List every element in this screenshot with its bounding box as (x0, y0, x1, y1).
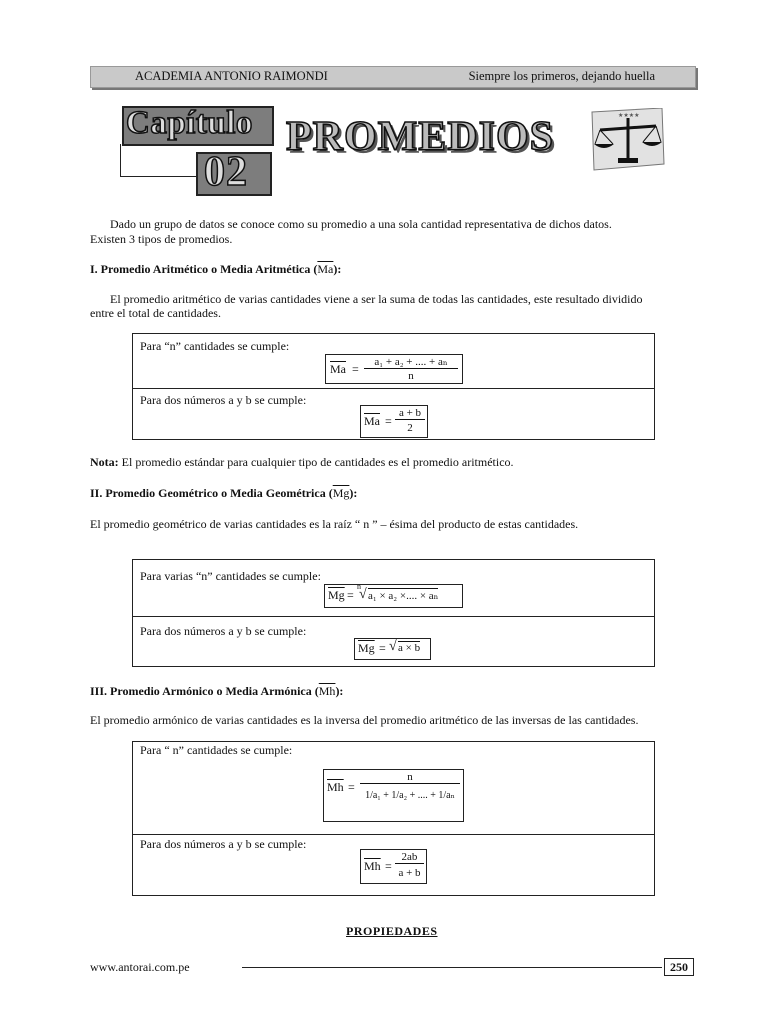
svg-text:★★★★: ★★★★ (618, 112, 640, 119)
footer-rule (242, 967, 662, 968)
balance-scale-icon (586, 108, 666, 172)
header-bar (90, 66, 696, 88)
note: Nota: El promedio estándar para cualquier tipo de cantidades es el promedio aritmético. (90, 455, 514, 469)
section-1-heading: I. Promedio Aritmético o Media Aritmética $(\overline{Ma})$: (90, 262, 342, 276)
formula-box-geometric (132, 559, 655, 667)
formula-harmonic-n: $\overline{Mh}$ = n 1/a₁ + 1/a₂ + .... + 1/aₙ (323, 769, 464, 822)
footer-site: www.antorai.com.pe (90, 960, 190, 974)
mg-symbol: $\overline{Mg}$ (332, 486, 350, 500)
box-label-n: Para varias “n” cantidades se cumple: (140, 569, 321, 583)
box-label-two: Para dos números a y b se cumple: (140, 837, 307, 851)
formula-box-harmonic (132, 741, 655, 896)
formula-arithmetic-two: $\overline{Ma}$ = a + b 2 (360, 405, 428, 438)
section-3-text-1: El promedio armónico de varias cantidades es la inversa del promedio aritmético de las inversas de las cantidades. (90, 713, 639, 727)
ma-symbol: $\overline{Ma}$ (317, 262, 334, 276)
chapter-title: PROMEDIOS (286, 114, 555, 160)
section-2-text-1: El promedio geométrico de varias cantidades es la raíz “ n ” – ésima del producto de estas cantidades. (90, 517, 579, 531)
mh-symbol: $\overline{Mh}$ (318, 684, 336, 698)
box-label-two: Para dos números a y b se cumple: (140, 624, 307, 638)
formula-harmonic-two: $\overline{Mh}$ = 2ab a + b (360, 849, 427, 884)
header-slogan: Siempre los primeros, dejando huella (468, 69, 655, 83)
propiedades-heading: PROPIEDADES (346, 924, 438, 938)
chapter-block (118, 104, 280, 196)
formula-arithmetic-n: $\overline{Ma}$ = a₁ + a₂ + .... + aₙ n (325, 354, 463, 384)
formula-box-arithmetic (132, 333, 655, 440)
box-label-n: Para “n” cantidades se cumple: (140, 339, 290, 353)
box-label-two: Para dos números a y b se cumple: (140, 393, 307, 407)
section-2-heading: II. Promedio Geométrico o Media Geométrica $(\overline{Mg})$: (90, 486, 358, 500)
chapter-number: 02 (204, 149, 248, 195)
page-number: 250 (664, 958, 694, 976)
formula-geometric-n: $\overline{Mg}$ = n √ a₁ × a₂ ×.... × aₙ (324, 584, 463, 608)
intro-line-2: Existen 3 tipos de promedios. (90, 232, 233, 246)
chapter-word: Capítulo (126, 105, 253, 141)
box-label-n: Para “ n” cantidades se cumple: (140, 743, 293, 757)
intro-line-1: Dado un grupo de datos se conoce como su promedio a una sola cantidad representativa de dichos datos. (110, 217, 612, 231)
section-3-heading: III. Promedio Armónico o Media Armónica $(\overline{Mh})$: (90, 684, 344, 698)
section-1-text-1: El promedio aritmético de varias cantidades viene a ser la suma de todas las cantidades, este resultado dividido (110, 292, 643, 306)
academy-name: ACADEMIA ANTONIO RAIMONDI (135, 69, 328, 83)
section-1-text-2: entre el total de cantidades. (90, 306, 221, 320)
formula-geometric-two: $\overline{Mg}$ = √ a × b (354, 638, 431, 660)
